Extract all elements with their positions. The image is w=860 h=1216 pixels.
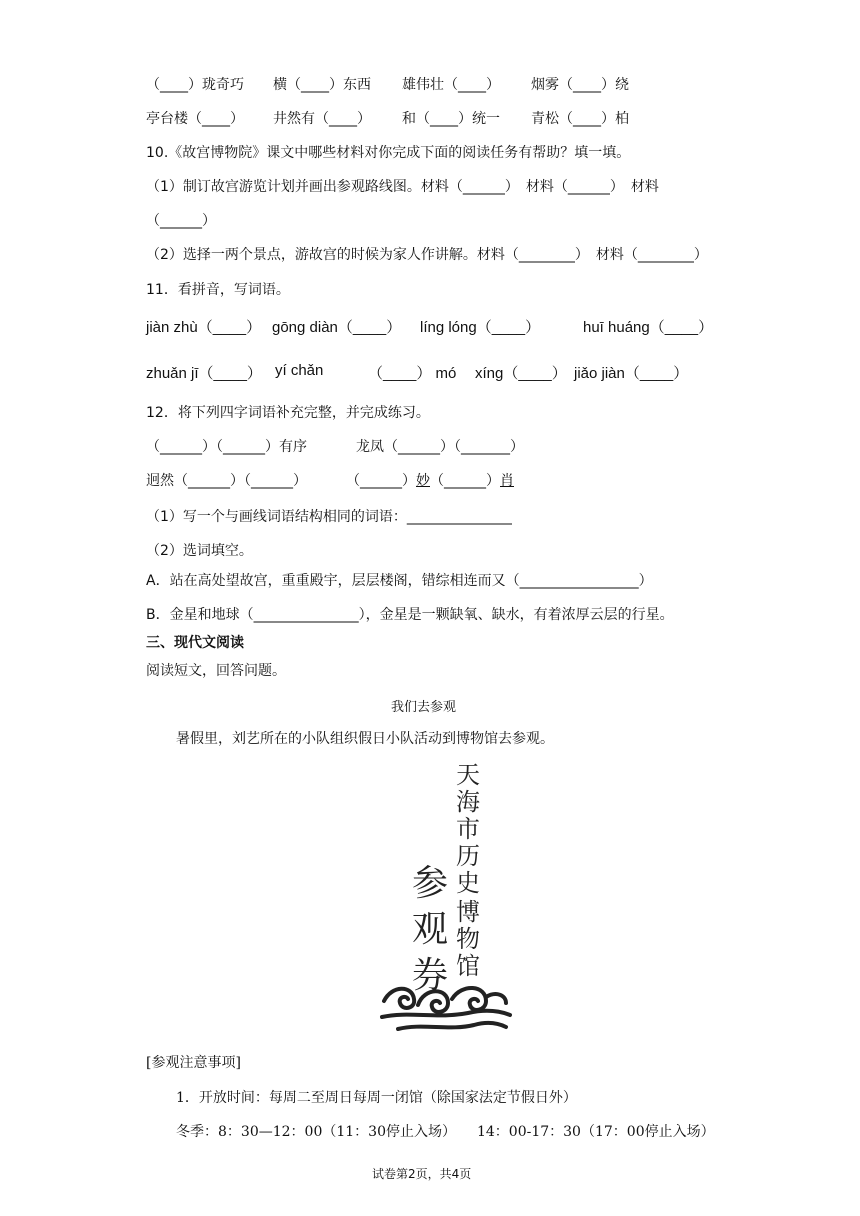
ticket-museum-char: 天 (456, 761, 480, 789)
q9-row2-item3: 和（____）统一 (402, 111, 500, 127)
ticket-big-char: 参 (412, 863, 449, 904)
section-heading: 三、现代文阅读 (146, 635, 244, 651)
note-1-winter-hours: 冬季：8：30—12：00（11：30停止入场） 14：00-17：30（17：00停止入场） (176, 1124, 715, 1140)
ticket-museum-char: 海 (456, 788, 480, 816)
ticket-big-char: 券 (412, 955, 449, 996)
q11-row1-item2: gōng diàn（____） (272, 319, 402, 336)
q9-row1-item4: 烟雾（____）绕 (531, 77, 629, 93)
q11-row2-item5: jiǎo jiàn（____） (574, 365, 689, 382)
q12-row1-b: 龙凤（______）（_______） (356, 439, 524, 455)
ticket-big-char: 观 (412, 909, 449, 950)
ticket-museum-char: 史 (456, 869, 480, 897)
ticket-image (370, 755, 520, 1045)
q11-row1-item1: jiàn zhù（____） (146, 319, 262, 336)
q12-row2-b-prefix: （______） (346, 473, 416, 489)
q12-prompt: 12．将下列四字词语补充完整，并完成练习。 (146, 405, 430, 421)
q11-row2-item2: yí chǎn (275, 362, 324, 379)
q12-sub1: （1）写一个与画线词语结构相同的词语：_______________ (146, 509, 512, 525)
article-paragraph-1: 暑假里，刘艺所在的小队组织假日小队活动到博物馆去参观。 (176, 731, 554, 747)
q9-row1-item2: 横（____）东西 (273, 77, 371, 93)
q12-row2-b-mid: （______） (430, 473, 500, 489)
q12-row1-a: （______）（______）有序 (146, 439, 307, 455)
notes-heading: [参观注意事项] (146, 1055, 241, 1071)
q12-underlined-char-1: 妙 (416, 473, 430, 489)
ticket-museum-char: 物 (456, 925, 480, 953)
ticket-museum-char: 市 (456, 815, 480, 843)
q9-row2-item2: 井然有（____） (273, 111, 371, 127)
reading-instruction: 阅读短文，回答问题。 (146, 663, 286, 679)
page-footer: 试卷第2页，共4页 (372, 1167, 472, 1181)
ticket-museum-char: 博 (456, 898, 480, 926)
q12-option-b: B．金星和地球（_______________），金星是一颗缺氧、缺水，有着浓厚云层的行星。 (146, 607, 674, 623)
q9-row2-item4: 青松（____）柏 (531, 111, 629, 127)
ticket-museum-char: 历 (456, 842, 480, 870)
q11-prompt: 11．看拼音，写词语。 (146, 282, 290, 298)
q11-row2-item4: xíng（____） (475, 365, 567, 382)
q12-row2-a: 迥然（______）（______） (146, 473, 307, 489)
q12-sub2: （2）选词填空。 (146, 543, 253, 559)
q11-row1-item3: líng lóng（____） (420, 319, 541, 336)
wave-cloud-icon (378, 977, 513, 1042)
q9-row2-item1: 亭台楼（____） (146, 111, 244, 127)
q12-underlined-char-2: 肖 (500, 473, 514, 489)
q9-row1-item3: 雄伟壮（____） (402, 77, 500, 93)
q11-row1-item4: huī huáng（____） (583, 319, 714, 336)
q11-row2-item1: zhuǎn jī（____） (146, 365, 262, 382)
q10-task1: （1）制订故宫游览计划并画出参观路线图。材料（______） 材料（______） 材料 (146, 179, 659, 195)
q10-task2: （2）选择一两个景点，游故宫的时候为家人作讲解。材料（________） 材料（________） (146, 247, 708, 263)
q10-prompt: 10.《故宫博物院》课文中哪些材料对你完成下面的阅读任务有帮助？填一填。 (146, 145, 631, 161)
q12-option-a: A．站在高处望故宫，重重殿宇，层层楼阁，错综相连而又（_________________） (146, 573, 653, 589)
q12-row2-b (346, 470, 514, 490)
q9-row1-item1: （____）珑奇巧 (146, 77, 244, 93)
article-title: 我们去参观 (391, 700, 457, 715)
q11-row2-item3: （____） mó (368, 365, 457, 382)
ticket-museum-char: 馆 (456, 952, 480, 980)
note-1-open-time: 1．开放时间：每周二至周日每周一闭馆（除国家法定节假日外） (176, 1090, 577, 1106)
q10-task1-cont: （______） (146, 213, 216, 229)
